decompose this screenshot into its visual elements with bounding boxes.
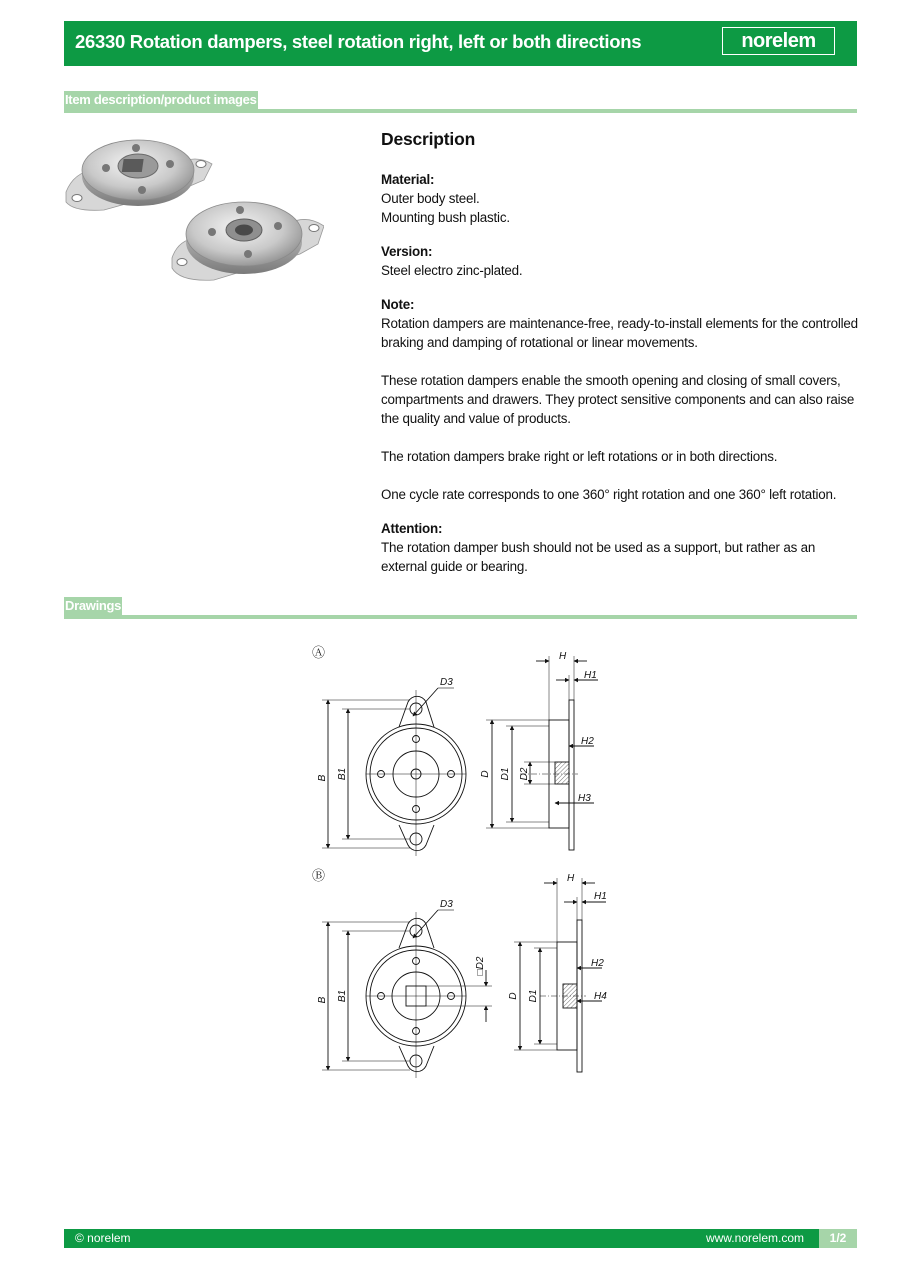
material-line: Mounting bush plastic. xyxy=(381,210,510,225)
damper-photo-1 xyxy=(66,140,212,210)
dim-d2-square-b: □D2 xyxy=(475,956,486,976)
footer-copyright: © norelem xyxy=(75,1231,131,1245)
dim-b-b: B xyxy=(317,996,328,1004)
dim-d2-a: D2 xyxy=(519,767,530,781)
description-block xyxy=(381,128,859,576)
dim-h-a: H xyxy=(559,651,567,662)
section-drawings xyxy=(64,597,857,619)
dim-b-a: B xyxy=(317,774,328,782)
variant-a-label: Ⓐ xyxy=(312,645,326,660)
norelem-logo: norelem xyxy=(722,27,835,55)
page-title: 26330 Rotation dampers, steel rotation right, left or both directions xyxy=(75,31,642,52)
side-view-a xyxy=(486,656,598,850)
note-paragraph: One cycle rate corresponds to one 360° right rotation and one 360° left rotation. xyxy=(381,487,837,502)
description-heading: Description xyxy=(381,129,476,149)
attention-label: Attention: xyxy=(381,521,443,536)
technical-drawing xyxy=(300,638,620,1088)
note-paragraph: These rotation dampers enable the smooth opening and closing of small covers, compartments and drawers. They protect sensitive components and can also raise the quality and value of products. xyxy=(381,373,855,426)
dim-d3-b: D3 xyxy=(440,899,453,910)
note-paragraph: Rotation dampers are maintenance-free, ready-to-install elements for the controlled braking and damping of rotational or linear movements. xyxy=(381,316,858,350)
page-footer xyxy=(64,1229,857,1248)
section-label-drawings: Drawings xyxy=(65,598,122,613)
page-number: 1/2 xyxy=(819,1229,857,1248)
dim-h2-b: H2 xyxy=(591,958,604,969)
section-item-description xyxy=(64,91,857,113)
dim-h1-a: H1 xyxy=(584,670,597,681)
dim-d-b: D xyxy=(508,992,519,1000)
dim-h3-a: H3 xyxy=(578,793,591,804)
dim-d1-b: D1 xyxy=(528,989,539,1003)
dim-b1-a: B1 xyxy=(337,767,348,781)
dim-d1-a: D1 xyxy=(500,767,511,781)
dim-h-b: H xyxy=(567,873,575,884)
damper-photo-2 xyxy=(172,202,324,280)
dim-d3-a: D3 xyxy=(440,677,453,688)
dim-h4-b: H4 xyxy=(594,991,607,1002)
variant-b-label: Ⓑ xyxy=(312,868,326,883)
material-line: Outer body steel. xyxy=(381,191,480,206)
material-label: Material: xyxy=(381,172,435,187)
note-label: Note: xyxy=(381,297,415,312)
side-view-b xyxy=(514,878,606,1072)
version-label: Version: xyxy=(381,244,433,259)
section-label-item-description: Item description/product images xyxy=(65,92,257,107)
dim-b1-b: B1 xyxy=(337,989,348,1003)
attention-text: The rotation damper bush should not be used as a support, but rather as an external guide or bearing. xyxy=(381,540,816,574)
version-text: Steel electro zinc-plated. xyxy=(381,263,523,278)
note-paragraph: The rotation dampers brake right or left rotations or in both directions. xyxy=(381,449,778,464)
footer-url-link[interactable]: www.norelem.com xyxy=(705,1231,804,1245)
dim-d-a: D xyxy=(480,770,491,778)
dim-h1-b: H1 xyxy=(594,891,607,902)
product-image xyxy=(64,128,324,286)
page-header xyxy=(64,21,857,66)
dim-h2-a: H2 xyxy=(581,736,594,747)
